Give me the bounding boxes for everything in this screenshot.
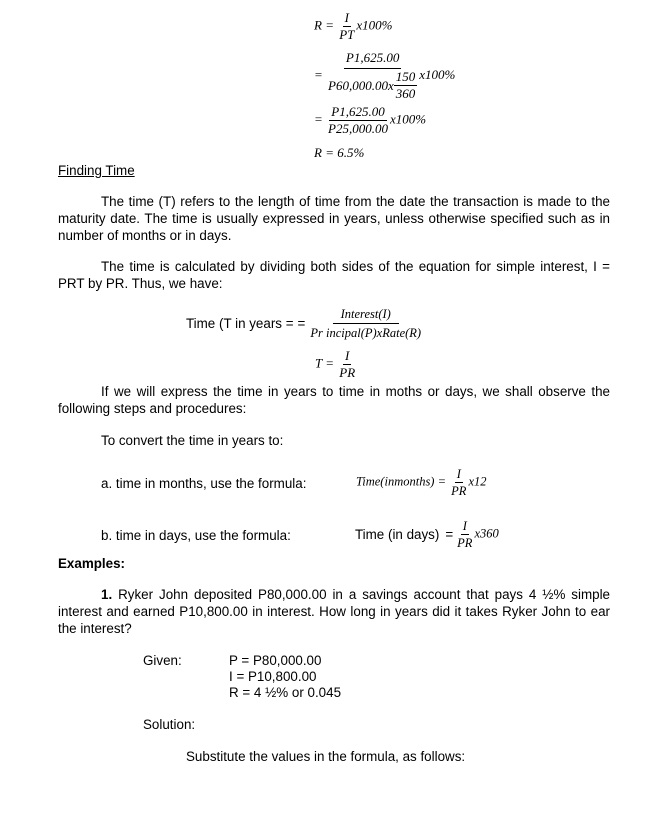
days-numerator: 150 <box>395 69 416 84</box>
time-fraction <box>308 307 423 340</box>
days-denominator: 360 <box>395 86 416 101</box>
paragraph-time-definition: The time (T) refers to the length of time from the date the transaction is made to the maturity date. The time is usually expressed in years, unless otherwise specified such as in number of months or in days. <box>58 194 610 243</box>
rate-result: R = 6.5% <box>314 145 365 160</box>
months-formula <box>356 467 487 498</box>
equals-sign: = <box>445 527 454 542</box>
given-rate: R = 4 ½% or 0.045 <box>229 685 342 700</box>
days-fraction <box>394 70 418 101</box>
fraction-denominator: PR <box>457 536 473 550</box>
given-label: Given: <box>143 653 182 668</box>
fraction-numerator: P1,625.00 <box>344 51 401 69</box>
rate-fraction-simplified <box>326 105 390 136</box>
fraction-denominator: PR <box>451 484 467 498</box>
example-1-problem <box>58 586 610 637</box>
times-360: x360 <box>474 526 499 541</box>
given-interest: I = P10,800.00 <box>229 669 317 684</box>
times-100-percent: x100% <box>356 17 393 33</box>
section-heading: Finding Time <box>58 163 135 178</box>
substitute-instruction: Substitute the values in the formula, as follows: <box>186 749 466 764</box>
given-principal: P = P80,000.00 <box>229 653 322 668</box>
time-label: Time (T in years = <box>186 316 294 331</box>
time-formula-short <box>315 349 357 380</box>
fraction-numerator: I <box>344 10 349 25</box>
fraction-denominator: P25,000.00 <box>328 121 388 136</box>
time-formula <box>186 307 423 340</box>
paragraph-convert-steps: If we will express the time in years to time in moths or days, we shall observe the following steps and procedures: <box>58 384 610 416</box>
rate-formula-line2 <box>314 51 455 101</box>
convert-intro: To convert the time in years to: <box>101 433 284 448</box>
i-over-pr-fraction <box>337 349 357 380</box>
item-a-months: a. time in months, use the formula: <box>101 476 307 491</box>
fraction-numerator: I <box>462 519 467 533</box>
fraction-denominator: PR <box>339 365 356 380</box>
problem-text: Ryker John deposited P80,000.00 in a savings account that pays 4 ½% simple interest and earned P10,800.00 in interest. How long in years did it takes Ryker John to ear the interest? <box>58 587 610 636</box>
examples-heading: Examples: <box>58 556 125 571</box>
paragraph-time-calculation: The time is calculated by dividing both sides of the equation for simple interest, I = PRT by PR. Thus, we have: <box>58 259 610 291</box>
times-12: x12 <box>468 474 487 489</box>
equals-sign: = <box>314 66 323 82</box>
i-over-pr-fraction <box>455 519 474 550</box>
rate-lhs: R <box>314 17 322 33</box>
rate-fraction-substituted <box>326 51 419 101</box>
months-lhs: Time(inmonths) = <box>356 474 447 489</box>
fraction-numerator: P1,625.00 <box>331 104 385 119</box>
principal-times: P60,000.00x <box>328 77 394 93</box>
rate-fraction-i-over-pt <box>337 11 356 42</box>
times-100-percent: x100% <box>419 66 456 82</box>
times-100-percent: x100% <box>389 111 427 127</box>
equals-sign: = <box>297 316 306 331</box>
days-lhs: Time (in days) <box>355 527 440 542</box>
fraction-denominator: Pr incipal(P)xRate(R) <box>310 326 422 340</box>
equals-sign: = <box>314 111 323 127</box>
fraction-denominator <box>326 69 419 101</box>
problem-number: 1. <box>101 587 113 602</box>
fraction-numerator: Interest(I) <box>333 307 399 324</box>
days-formula <box>355 519 499 550</box>
fraction-numerator: I <box>345 348 350 363</box>
fraction-denominator: PT <box>339 27 355 42</box>
t-lhs: T = <box>315 355 335 371</box>
i-over-pr-fraction <box>449 467 468 498</box>
fraction-numerator: I <box>456 467 461 481</box>
rate-formula-line3 <box>314 105 426 136</box>
solution-label: Solution: <box>143 717 196 732</box>
item-b-days: b. time in days, use the formula: <box>101 528 291 543</box>
rate-formula-line1 <box>314 11 393 42</box>
equals-sign: = <box>325 17 334 33</box>
